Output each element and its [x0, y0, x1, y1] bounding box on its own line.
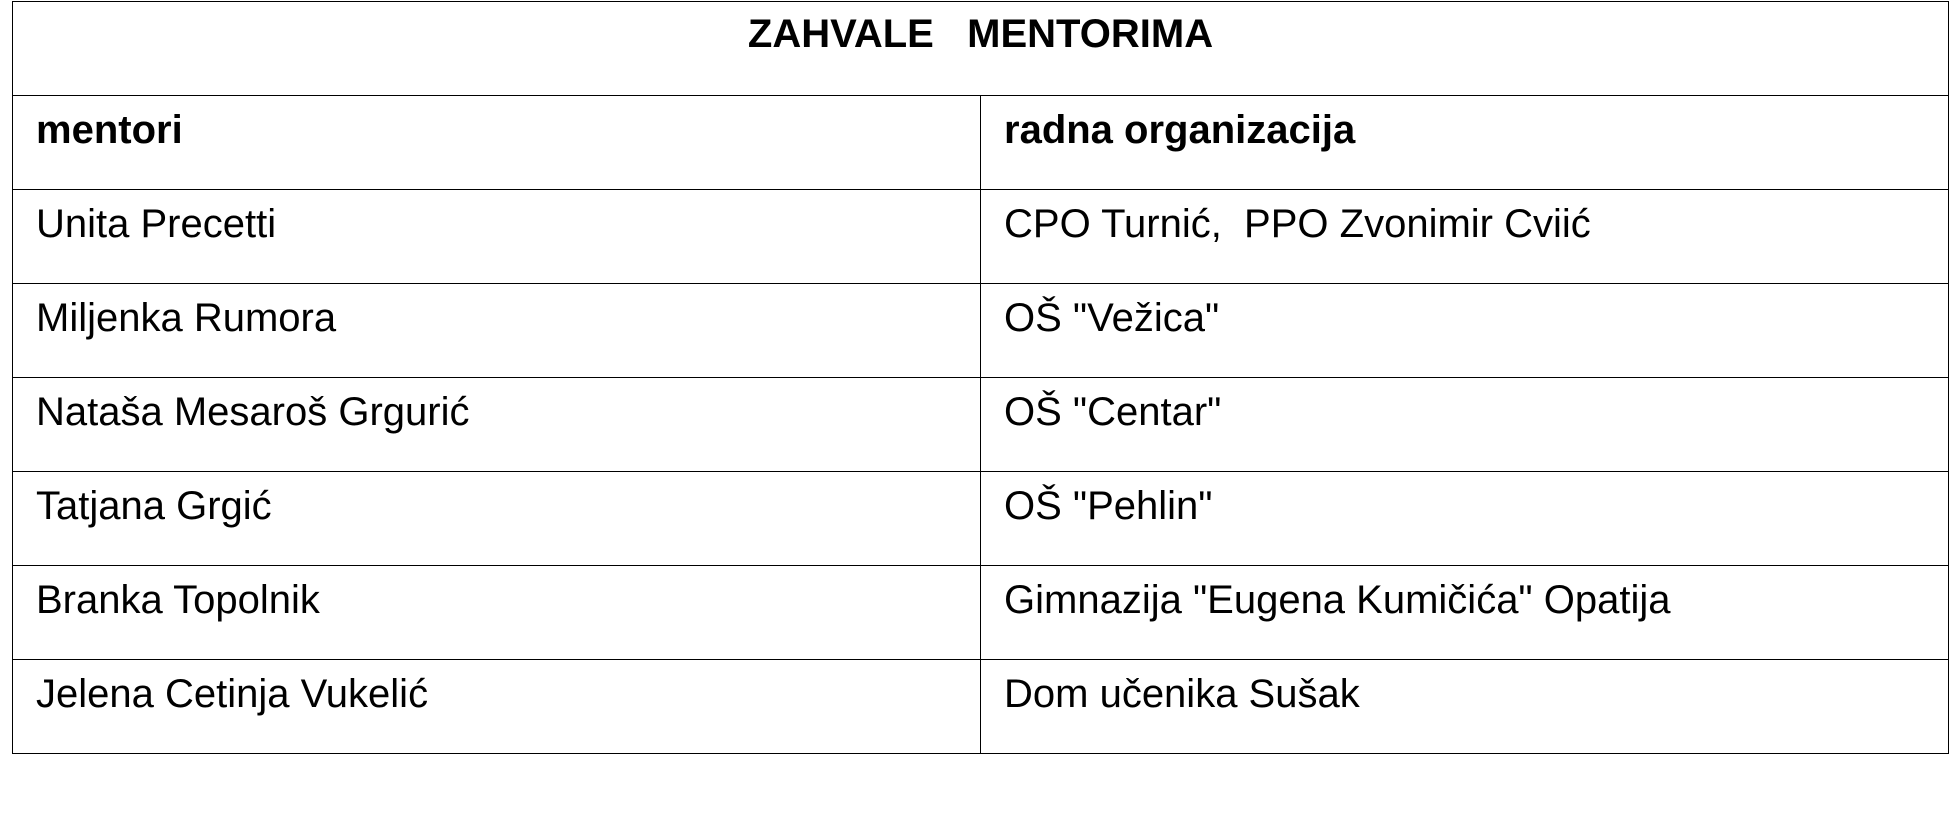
table-row	[13, 660, 1949, 754]
mentor-name: Jelena Cetinja Vukelić	[36, 672, 429, 716]
mentor-name: Unita Precetti	[36, 202, 277, 246]
table-title: ZAHVALE MENTORIMA	[13, 2, 1949, 96]
organization-cell	[981, 472, 1949, 566]
table-row	[13, 566, 1949, 660]
organization-name: OŠ "Centar"	[1004, 390, 1222, 434]
organization-name: CPO Turnić, PPO Zvonimir Cviić	[1004, 202, 1591, 246]
mentor-cell	[13, 472, 981, 566]
organization-cell	[981, 190, 1949, 284]
table-row	[13, 378, 1949, 472]
mentor-name: Miljenka Rumora	[36, 296, 337, 340]
table-row	[13, 472, 1949, 566]
mentor-cell	[13, 190, 981, 284]
mentor-cell	[13, 284, 981, 378]
header-row	[13, 96, 1949, 190]
mentor-cell	[13, 378, 981, 472]
organization-cell	[981, 660, 1949, 754]
mentor-cell	[13, 660, 981, 754]
mentor-cell	[13, 566, 981, 660]
organization-cell	[981, 378, 1949, 472]
table-row	[13, 190, 1949, 284]
organization-cell	[981, 566, 1949, 660]
mentor-name: Branka Topolnik	[36, 578, 320, 622]
organization-name: OŠ "Vežica"	[1004, 296, 1220, 340]
title-row	[13, 2, 1949, 96]
table-row	[13, 284, 1949, 378]
mentor-name: Nataša Mesaroš Grgurić	[36, 390, 470, 434]
organization-cell	[981, 284, 1949, 378]
organization-name: OŠ "Pehlin"	[1004, 484, 1213, 528]
organization-name: Dom učenika Sušak	[1004, 672, 1360, 716]
organization-name: Gimnazija "Eugena Kumičića" Opatija	[1004, 578, 1671, 622]
header-mentors: mentori	[36, 108, 183, 152]
header-cell-organization	[981, 96, 1949, 190]
mentor-name: Tatjana Grgić	[36, 484, 272, 528]
mentors-table	[12, 1, 1949, 754]
header-cell-mentors	[13, 96, 981, 190]
header-organization: radna organizacija	[1004, 108, 1356, 152]
